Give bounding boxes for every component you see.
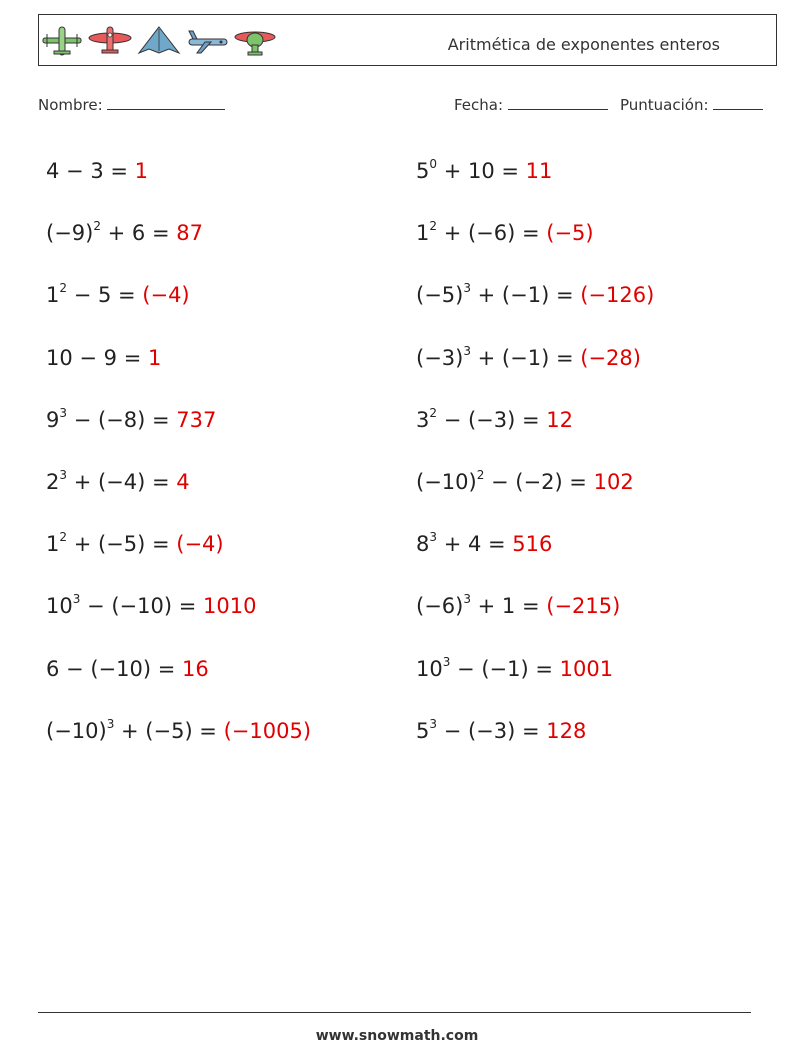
problem-base: (−5) (416, 283, 464, 308)
problem-base: 1 (416, 221, 430, 246)
problem-rest: − 3 = (59, 159, 135, 184)
problem-exponent: 2 (429, 405, 438, 420)
green-plane-icon (41, 25, 83, 57)
blue-jet-icon (185, 25, 229, 57)
problem (416, 159, 786, 183)
problem (416, 716, 786, 743)
name-field (38, 94, 225, 114)
problem-base: 3 (416, 407, 430, 432)
footer-url: www.snowmath.com (315, 1028, 479, 1044)
problem-base: 10 (46, 594, 73, 619)
problem-answer: 1 (134, 159, 149, 184)
score-label: Puntuación: (620, 96, 709, 114)
problem-rest: − 9 = (72, 345, 148, 370)
problem-answer: (−215) (546, 594, 621, 619)
problem-answer: 87 (176, 221, 203, 246)
problem-base: 8 (416, 532, 430, 557)
problem-exponent: 2 (476, 468, 485, 483)
problem-exponent: 3 (59, 468, 68, 483)
problem-exponent: 3 (429, 530, 438, 545)
problem-base: 4 (46, 159, 60, 184)
problem-answer: 102 (593, 470, 634, 495)
problem-exponent: 2 (59, 281, 68, 296)
problem-base: 10 (416, 656, 443, 681)
header-box (38, 14, 777, 66)
problem-base: 9 (46, 407, 60, 432)
problem-answer: 16 (181, 656, 209, 681)
problem-rest: − (−10) = (59, 656, 182, 681)
problem-answer: 128 (546, 718, 587, 743)
problem-base: 10 (46, 345, 73, 370)
problem-rest: − (−3) = (437, 718, 547, 743)
problem-exponent: 3 (463, 281, 471, 296)
problem (46, 470, 416, 494)
problem-answer: (−1005) (223, 718, 312, 743)
stealth-jet-icon (137, 25, 181, 57)
problem-base: 5 (416, 718, 430, 743)
problem (416, 532, 786, 556)
date-label: Fecha: (454, 96, 504, 114)
problem-rest: + (−4) = (67, 470, 177, 495)
score-line (713, 94, 763, 110)
problem-answer: 1010 (202, 594, 257, 619)
problem-row (46, 451, 786, 513)
problem-base: (−9) (46, 221, 94, 246)
problem-answer: (−126) (580, 283, 655, 308)
problem-answer: 516 (512, 532, 553, 557)
problem-answer: 1001 (559, 656, 614, 681)
plane-icons (41, 21, 277, 61)
problem-rest: + (−1) = (470, 283, 581, 308)
worksheet-title: Aritmética de exponentes enteros (447, 35, 720, 54)
problem (416, 343, 786, 370)
problem-rest: + (−5) = (114, 718, 224, 743)
green-red-plane-icon (233, 25, 277, 57)
problem-row (46, 140, 786, 202)
problem-rest: − (−10) = (80, 594, 203, 619)
problem-answer: 4 (176, 470, 190, 495)
problem-exponent: 3 (106, 716, 115, 731)
problem-row (46, 700, 786, 762)
problem-rest: + (−1) = (470, 345, 581, 370)
problem-row (46, 513, 786, 575)
problem-answer: (−5) (546, 221, 594, 246)
problem-rest: + 4 = (437, 532, 513, 557)
problem-row (46, 327, 786, 389)
problem-exponent: 2 (429, 219, 438, 234)
problem-answer: (−4) (176, 532, 224, 557)
problem (416, 594, 786, 618)
problem (46, 716, 416, 743)
problem (46, 283, 416, 307)
red-plane-icon (87, 25, 133, 57)
problem-answer: 737 (176, 407, 217, 432)
date-field (454, 94, 608, 114)
problem-answer: 12 (546, 407, 573, 432)
name-line (107, 94, 225, 110)
problem-answer: 1 (148, 345, 162, 370)
name-label: Nombre: (38, 96, 103, 114)
problem-rest: + (−6) = (437, 221, 547, 246)
problem-exponent: 3 (429, 716, 438, 731)
problem-base: 5 (416, 159, 430, 184)
problem-row (46, 389, 786, 451)
score-field (620, 94, 763, 114)
problem (46, 657, 416, 681)
problem-grid (46, 140, 786, 762)
problem-base: 2 (46, 470, 60, 495)
problem (46, 221, 416, 245)
problem-row (46, 202, 786, 264)
problem-rest: + 6 = (100, 221, 177, 246)
problem (416, 470, 786, 494)
problem-exponent: 3 (72, 592, 81, 607)
problem-answer: 11 (525, 159, 553, 184)
problem-row (46, 638, 786, 700)
problem-rest: − (−8) = (67, 407, 177, 432)
problem-exponent: 0 (429, 157, 438, 172)
problem-base: (−6) (416, 594, 464, 619)
problem-exponent: 3 (442, 654, 451, 669)
problem-row (46, 575, 786, 637)
problem (46, 405, 416, 432)
problem-answer: (−4) (142, 283, 190, 308)
problem-rest: − (−3) = (437, 407, 547, 432)
problem (46, 532, 416, 556)
problem-rest: − (−2) = (484, 470, 594, 495)
problem (416, 283, 786, 307)
problem-rest: + 10 = (437, 159, 526, 184)
problem (416, 654, 786, 681)
problem-exponent: 3 (463, 592, 471, 607)
date-line (508, 94, 608, 110)
footer-divider (38, 1012, 751, 1013)
problem (46, 159, 416, 183)
problem-base: 1 (46, 283, 60, 308)
problem-rest: + 1 = (470, 594, 547, 619)
problem-exponent: 3 (463, 343, 471, 358)
problem-base: 6 (46, 656, 60, 681)
problem-base: (−10) (416, 470, 477, 495)
problem (416, 405, 786, 432)
problem-base: 1 (46, 532, 60, 557)
problem-row (46, 264, 786, 326)
problem-exponent: 3 (59, 405, 68, 420)
problem (46, 594, 416, 618)
problem (46, 346, 416, 370)
problem-rest: − (−1) = (450, 656, 560, 681)
problem-rest: + (−5) = (67, 532, 177, 557)
problem-rest: − 5 = (67, 283, 143, 308)
problem-base: (−10) (46, 718, 107, 743)
problem-base: (−3) (416, 345, 464, 370)
problem-answer: (−28) (580, 345, 641, 370)
problem-exponent: 2 (93, 219, 101, 234)
problem (416, 221, 786, 245)
problem-exponent: 2 (59, 530, 68, 545)
